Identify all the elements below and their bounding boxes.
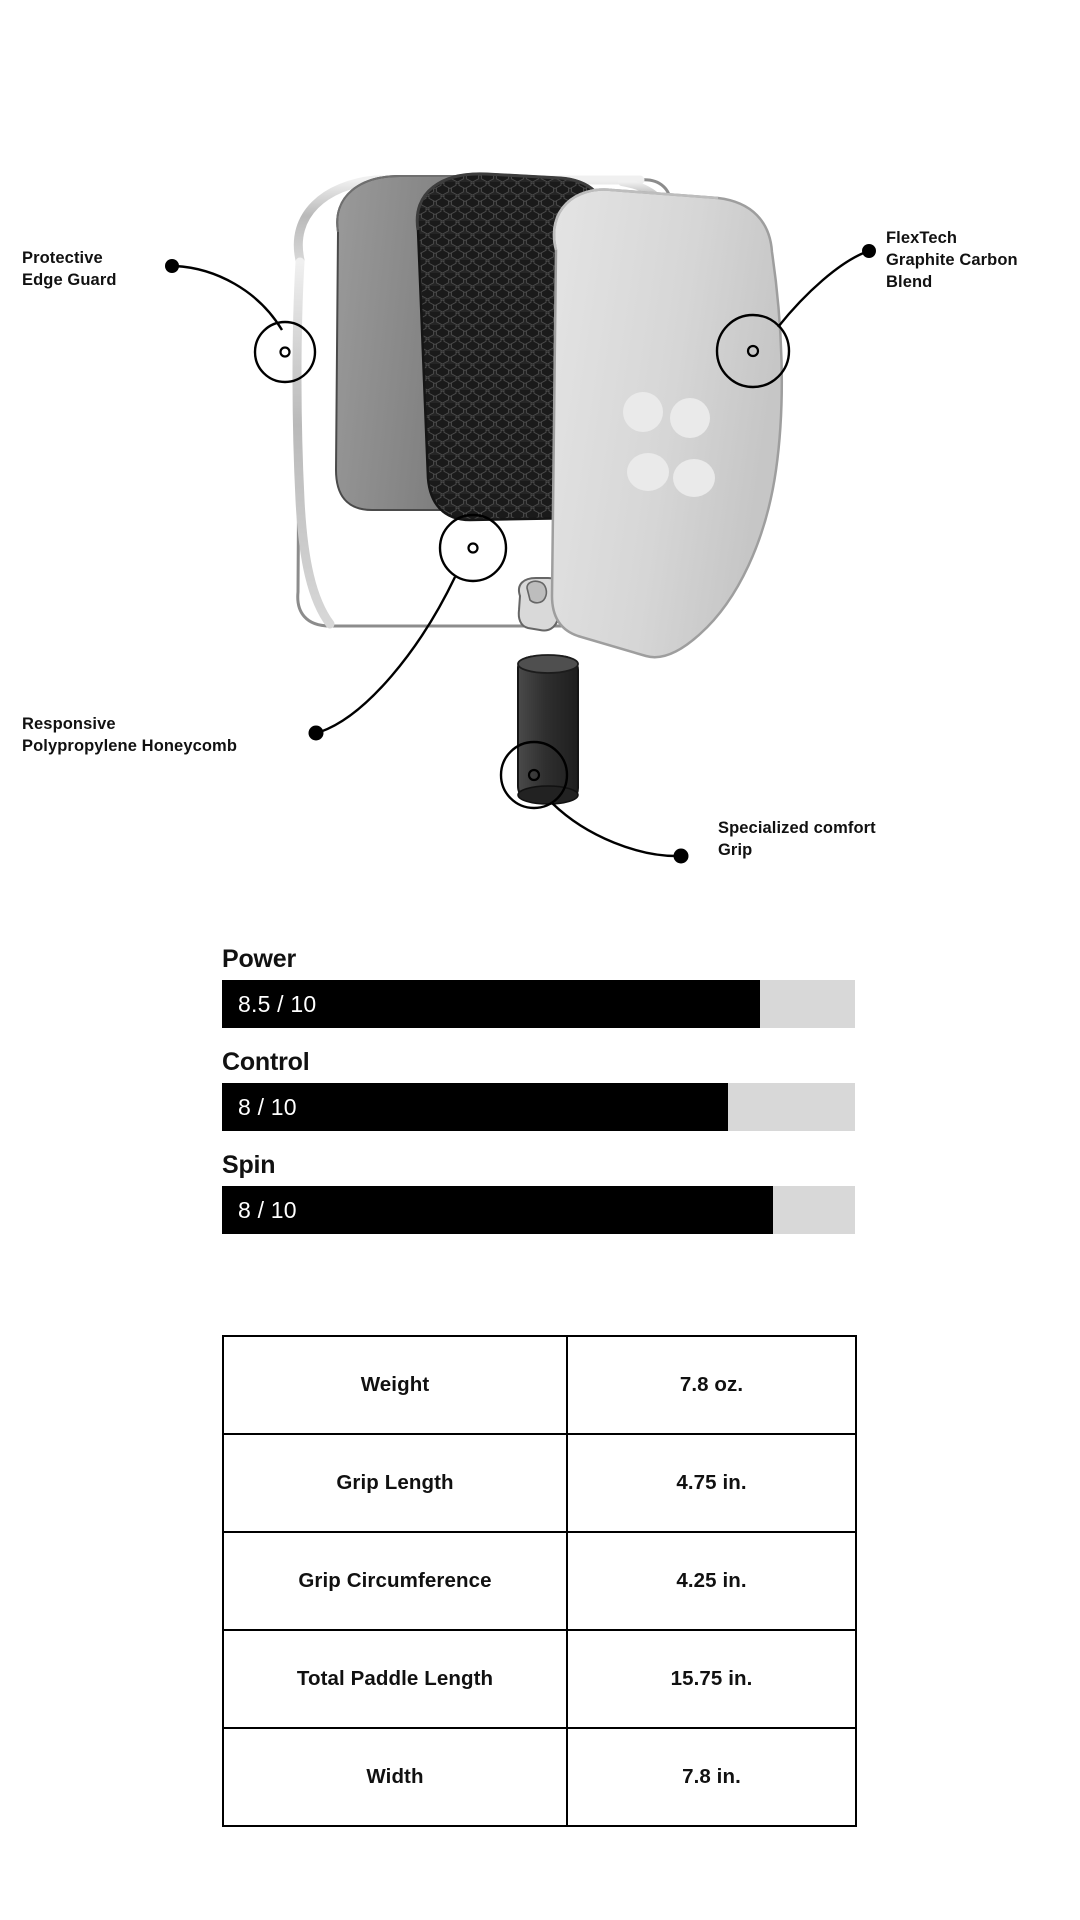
- rating-spin-bar: [222, 1186, 855, 1234]
- callout-grip-line2: Grip: [718, 840, 753, 859]
- callout-grip: [718, 818, 948, 862]
- callout-flextech-line3: Blend: [886, 272, 933, 291]
- callout-grip-line1: Specialized comfort: [718, 819, 876, 837]
- spec-name-width: Width: [223, 1728, 567, 1826]
- paddle-illustration: [0, 0, 1080, 900]
- table-row: [223, 1630, 856, 1728]
- callout-flextech-line1: FlexTech: [886, 229, 958, 247]
- grip-part: [518, 655, 578, 804]
- specifications-table: [222, 1335, 857, 1827]
- table-row: [223, 1434, 856, 1532]
- rating-power-label: Power: [222, 945, 297, 973]
- rating-spin-label: Spin: [222, 1151, 276, 1179]
- spec-name-grip-circumference: Grip Circumference: [223, 1532, 567, 1630]
- spec-value-grip-circumference: 4.25 in.: [567, 1532, 856, 1630]
- table-row: [223, 1728, 856, 1826]
- rating-spin: [222, 1151, 862, 1234]
- callout-honeycomb-line1: Responsive: [22, 715, 116, 733]
- rating-control-bar: [222, 1083, 855, 1131]
- rating-control: [222, 1048, 862, 1131]
- callout-edge-guard-line1: Protective: [22, 249, 103, 267]
- rating-control-value: 8 / 10: [238, 1094, 297, 1120]
- callout-honeycomb: [22, 714, 312, 758]
- spec-name-grip-length: Grip Length: [223, 1434, 567, 1532]
- spec-name-weight: Weight: [223, 1336, 567, 1434]
- callout-edge-guard-line2: Edge Guard: [22, 270, 117, 289]
- rating-power: [222, 945, 862, 1028]
- ratings-section: [222, 945, 862, 1254]
- callout-leader-honeycomb: [309, 515, 507, 741]
- spec-value-total-paddle-length: 15.75 in.: [567, 1630, 856, 1728]
- callout-flextech: [886, 228, 1080, 293]
- spec-name-total-paddle-length: Total Paddle Length: [223, 1630, 567, 1728]
- rating-power-bar: [222, 980, 855, 1028]
- callout-edge-guard: [22, 248, 252, 292]
- rating-power-value: 8.5 / 10: [238, 991, 317, 1017]
- rating-control-label: Control: [222, 1048, 310, 1076]
- spec-value-grip-length: 4.75 in.: [567, 1434, 856, 1532]
- spec-value-width: 7.8 in.: [567, 1728, 856, 1826]
- paddle-front-face: [552, 190, 782, 658]
- rating-control-fill: [222, 1083, 728, 1131]
- spec-value-weight: 7.8 oz.: [567, 1336, 856, 1434]
- exploded-paddle-diagram: [0, 0, 1080, 900]
- callout-flextech-line2: Graphite Carbon: [886, 250, 1018, 269]
- callout-honeycomb-line2: Polypropylene Honeycomb: [22, 736, 238, 755]
- rating-spin-value: 8 / 10: [238, 1197, 297, 1223]
- table-row: [223, 1532, 856, 1630]
- rating-spin-fill: [222, 1186, 773, 1234]
- table-row: [223, 1336, 856, 1434]
